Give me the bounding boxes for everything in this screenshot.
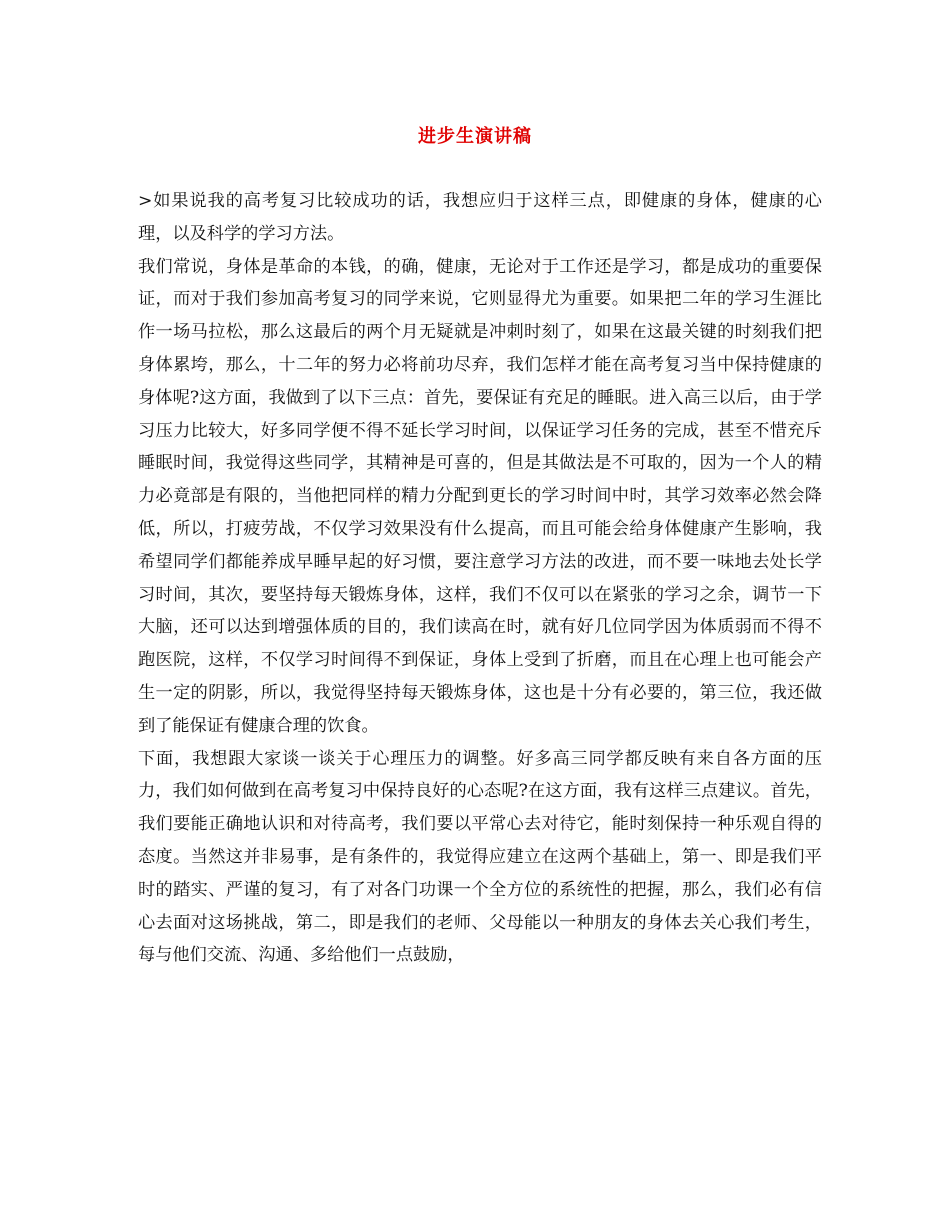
paragraph-3: 下面，我想跟大家谈一谈关于心理压力的调整。好多高三同学都反映有来自各方面的压力，我们如何做到在高考复习中保持良好的心态呢?在这方面，我有这样三点建议。首先，我们要能正确地认识和对待高考，我们要以平常心去对待它，能时刻保持一种乐观自得的态度。当然这并非易事，是有条件的，我觉得应建立在这两个基础上，第一、即是我们平时的踏实、严谨的复习，有了对各门功课一个全方位的系统性的把握，那么，我们必有信心去面对这场挑战，第二，即是我们的老师、父母能以一种朋友的身体去关心我们考生，每与他们交流、沟通、多给他们一点鼓励， bbox=[138, 748, 822, 966]
document-title: 进步生演讲稿 bbox=[418, 126, 532, 147]
paragraph-2: 我们常说，身体是革命的本钱，的确，健康，无论对于工作还是学习，都是成功的重要保证，而对于我们参加高考复习的同学来说，它则显得尤为重要。如果把二年的学习生涯比作一场马拉松，那么这最后的两个月无疑就是冲刺时刻了，如果在这最关键的时刻我们把身体累垮，那么，十二年的努力必将前功尽弃，我们怎样才能在高考复习当中保持健康的身体呢?这方面，我做到了以下三点：首先，要保证有充足的睡眠。进入高三以后，由于学习压力比较大，好多同学便不得不延长学习时间，以保证学习任务的完成，甚至不惜充斥睡眠时间，我觉得这些同学，其精神是可喜的，但是其做法是不可取的，因为一个人的精力必竟部是有限的，当他把同样的精力分配到更长的学习时间中时，其学习效率必然会降低，所以，打疲劳战，不仅学习效果没有什么提高，而且可能会给身体健康产生影响，我希望同学们都能养成早睡早起的好习惯，要注意学习方法的改进，而不要一味地去处长学习时间，其次，要坚持每天锻炼身体，这样，我们不仅可以在紧张的学习之余，调节一下大脑，还可以达到增强体质的目的，我们读高在时，就有好几位同学因为体质弱而不得不跑医院，这样，不仅学习时间得不到保证，身体上受到了折磨，而且在心理上也可能会产生一定的阴影，所以，我觉得坚持每天锻炼身体，这也是十分有必要的，第三位，我还做到了能保证有健康合理的饮食。 bbox=[138, 256, 822, 736]
document-body bbox=[138, 185, 822, 972]
paragraph-1: >如果说我的高考复习比较成功的话，我想应归于这样三点，即健康的身体，健康的心理，以及科学的学习方法。 bbox=[138, 191, 822, 244]
